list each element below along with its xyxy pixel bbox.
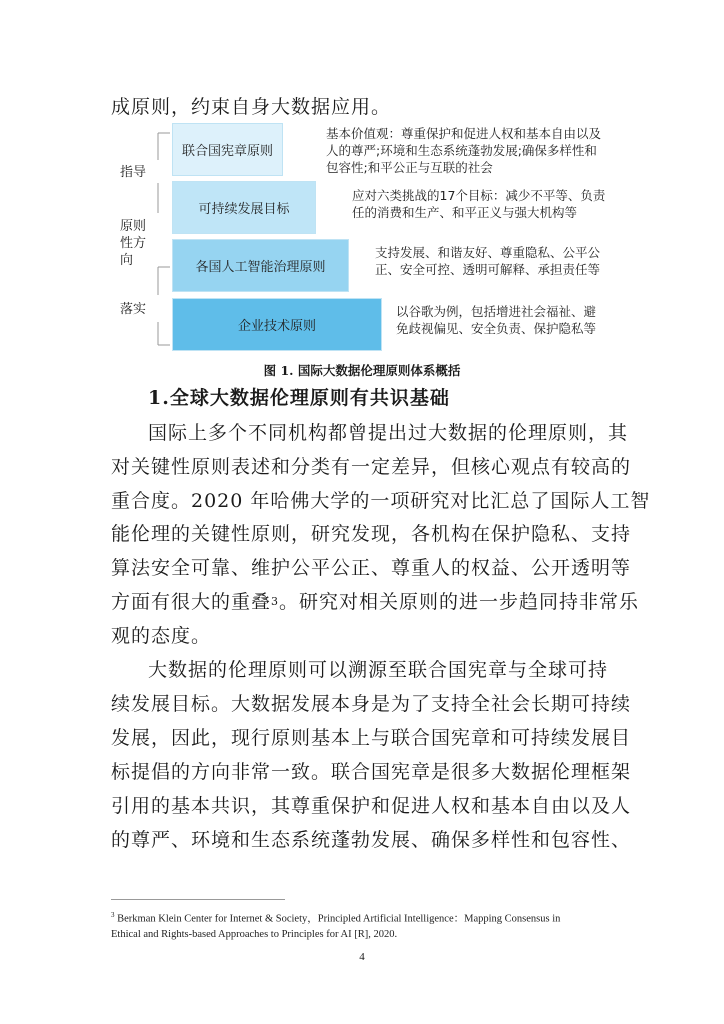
footnote-line-1 bbox=[111, 908, 616, 927]
side-label-principle: 原则性方向 bbox=[120, 219, 147, 268]
para1-line: 能伦理的关键性原则，研究发现，各机构在保护隐私、支持 bbox=[111, 523, 632, 545]
bar-sdg: 可持续发展目标 bbox=[172, 181, 316, 234]
desc-sdg: 应对六类挑战的17个目标：减少不平等、负责任的消费和生产、和平正义与强大机构等 bbox=[352, 188, 606, 220]
side-label-guide: 指导 bbox=[120, 165, 147, 180]
desc-corporate: 以谷歌为例，包括增进社会福祉、避免歧视偏见、安全负责、保护隐私等 bbox=[396, 304, 597, 336]
footnote bbox=[111, 908, 616, 942]
para2-line: 大数据的伦理原则可以溯源至联合国宪章与全球可持 bbox=[148, 659, 609, 681]
para1-line6-b: 。研究对相关原则的进一步趋同持非常乐 bbox=[279, 591, 640, 613]
para1-line6-a: 方面有很大的重叠 bbox=[111, 591, 272, 613]
para1-line-with-ref bbox=[111, 590, 640, 614]
footnote-ref-3[interactable]: 3 bbox=[271, 595, 280, 608]
para2-line: 的尊严、环境和生态系统蓬勃发展、确保多样性和包容性、 bbox=[111, 829, 632, 851]
footnote-divider bbox=[111, 899, 285, 900]
top-text-line: 成原则，约束自身大数据应用。 bbox=[111, 96, 392, 118]
para2-line: 续发展目标。大数据发展本身是为了支持全社会长期可持续 bbox=[111, 693, 632, 715]
footnote-line-2: Ethical and Rights-based Approaches to Principles for AI [R], 2020. bbox=[111, 928, 398, 940]
footnote-text-1: Berkman Klein Center for Internet & Society，Principled Artificial Intelligence：Mapping Consensus in bbox=[117, 913, 561, 925]
figure-caption: 图 1. 国际大数据伦理原则体系概括 bbox=[263, 363, 461, 378]
para1-line: 国际上多个不同机构都曾提出过大数据的伦理原则，其 bbox=[148, 422, 629, 444]
bracket-lines bbox=[112, 117, 182, 359]
bar-corporate-principles: 企业技术原则 bbox=[172, 298, 382, 351]
desc-un-charter: 基本价值观：尊重保护和促进人权和基本自由以及人的尊严;环境和生态系统蓬勃发展;确保多样性和包容性;和平公正与互联的社会 bbox=[326, 126, 602, 175]
para2-line: 发展，因此，现行原则基本上与联合国宪章和可持续发展目 bbox=[111, 727, 632, 749]
para1-line: 观的态度。 bbox=[111, 625, 212, 647]
bar-un-charter: 联合国宪章原则 bbox=[172, 123, 283, 176]
page-number: 4 bbox=[359, 951, 365, 963]
para2-line: 引用的基本共识，其尊重保护和促进人权和基本自由以及人 bbox=[111, 795, 632, 817]
para2-line: 标提倡的方向非常一致。联合国宪章是很多大数据伦理框架 bbox=[111, 761, 632, 783]
desc-national-ai: 支持发展、和谐友好、尊重隐私、公平公正、安全可控、透明可解释、承担责任等 bbox=[375, 245, 601, 277]
para1-line: 对关键性原则表述和分类有一定差异，但核心观点有较高的 bbox=[111, 456, 632, 478]
para1-line: 算法安全可靠、维护公平公正、尊重人的权益、公开透明等 bbox=[111, 557, 632, 579]
section-heading: 1.全球大数据伦理原则有共识基础 bbox=[148, 387, 450, 409]
footnote-number: 3 bbox=[111, 911, 115, 919]
bar-national-ai-principles: 各国人工智能治理原则 bbox=[172, 239, 349, 292]
para1-line: 重合度。2020 年哈佛大学的一项研究对比汇总了国际人工智 bbox=[111, 490, 651, 512]
side-label-implement: 落实 bbox=[120, 302, 147, 317]
ethics-principles-diagram bbox=[112, 117, 617, 359]
